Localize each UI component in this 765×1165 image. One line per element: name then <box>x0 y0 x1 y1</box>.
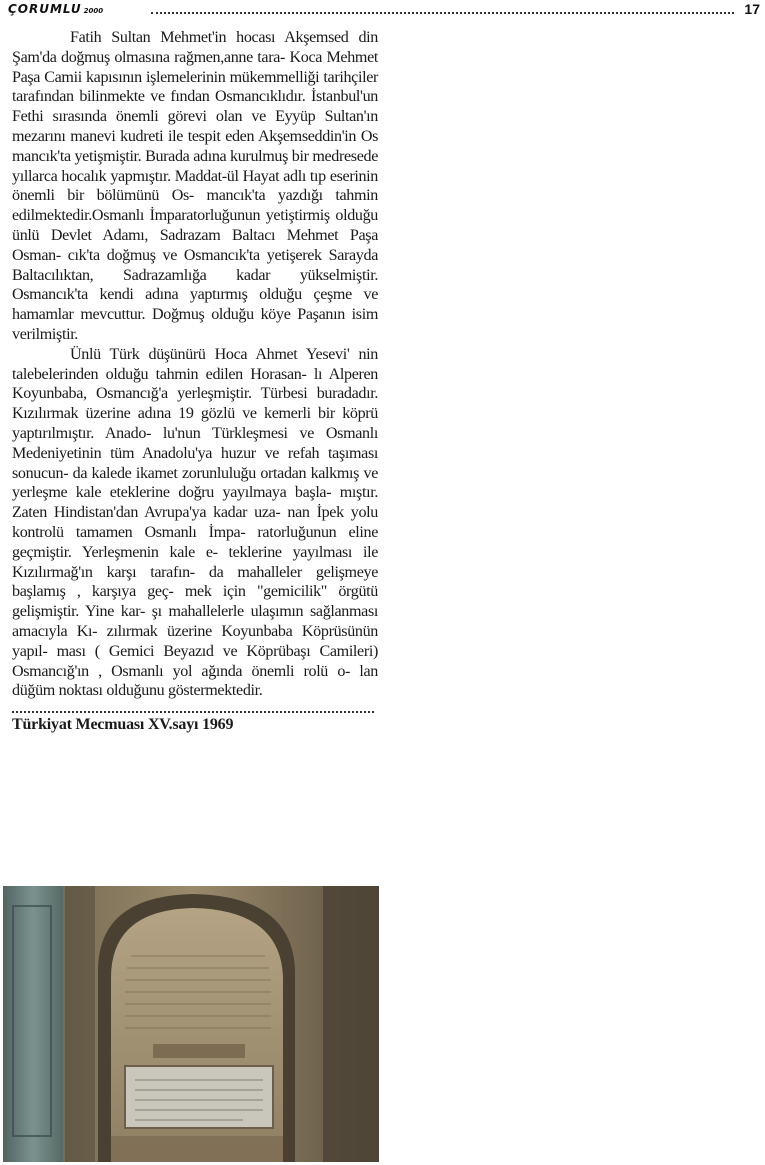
photo-small-plaque <box>153 1044 245 1058</box>
header-dotted-rule <box>151 12 734 14</box>
photo-left-column-shadow <box>65 886 95 1162</box>
mosque-door-photo-illustration <box>3 886 379 1162</box>
article-paragraph-1: Fatih Sultan Mehmet'in hocası Akşemsed din Şam'da doğmuş olmasına rağmen,anne tara- Koca Mehmet Paşa Camii kapısının işlemelerinin mükemmelliği tarihçiler tarafından bilinmekte ve fından Osmancıklıdır. İstanbul'un Fethi sırasında önemli görevi olan ve Eyyüp Sultan'ın mezarını manevi kudreti ile tespit eden Akşemseddin'in Os mancık'ta yetişmiştir. Burada adına kurulmuş bir medresede yıllarca hocalık yapmıştır. Maddat-ül Hayat adlı tıp eserinin önemli bir bölümünü Os- mancık'ta yazdığı tahmin edilmektedir.Osmanlı İmparatorluğunun yetiştirmiş olduğu ünlü Devlet Adamı, Sadrazam Baltacı Mehmet Paşa Osman- cık'ta doğmuş ve Osmancık'ta yetişerek Sarayda Baltacılıktan, Sadrazamlığa kadar yükselmiştir. Osmancık'ta kendi adına yaptırmış olduğu çeşme ve hamamlar mevcuttur. Doğmuş olduğu köye Paşanın isim verilmiştir. <box>12 29 378 343</box>
article-column <box>12 28 378 735</box>
page-number: 17 <box>744 1 760 17</box>
photo-door-base <box>111 1136 283 1162</box>
masthead <box>8 2 103 16</box>
page-header <box>8 2 760 18</box>
masthead-title: ÇORUMLU <box>8 2 82 16</box>
source-dotted-rule <box>12 705 374 713</box>
masthead-year: 2000 <box>83 7 104 15</box>
article-paragraph-2: Ünlü Türk düşünürü Hoca Ahmet Yesevi' nin talebelerinden olduğu tahmin edilen Horasan- lı Alperen Koyunbaba, Osmancığ'a yerleşmiştir. Türbesi buradadır. Kızılırmak üzerine adına 19 gözlü ve kemerli bir köprü yaptırılmıştır. Anado- lu'nun Türkleşmesi ve Osmanlı Medeniyetinin tüm Anadolu'ya huzur ve refah taşıması sonucun- da kalede ikamet zorunluluğu ortadan kalkmış ve yerleşme kale eteklerine doğru yayılmaya başla- mıştır. Zaten Hindistan'dan Avrupa'ya kadar uza- nan İpek yolu kontrolü tamamen Osmanlı İmpa- ratorluğunun eline geçmiştir. Yerleşmenin kale e- teklerine yayılması ile Kızılırmağ'ın karşı tarafın- da mahalleler gelişmeye başlamış , karşıya geç- mek için "gemicilik" örgütü gelişmiştir. Yine kar- şı mahallelerle ulaşımın sağlanması amacıyla Kı- zılırmak üzerine Koyunbaba Köprüsünün yapıl- ması ( Gemici Beyazıd ve Köprübaşı Camileri) Osmancığ'ın , Osmanlı yol ağında önemli rolü o- lan düğüm noktası olduğunu göstermektedir. <box>12 345 378 700</box>
photo-marble-plaque <box>125 1066 273 1128</box>
photo-right-shadow <box>323 886 379 1162</box>
mosque-door-photo <box>3 886 379 1162</box>
source-citation: Türkiyat Mecmuası XV.sayı 1969 <box>12 716 234 734</box>
